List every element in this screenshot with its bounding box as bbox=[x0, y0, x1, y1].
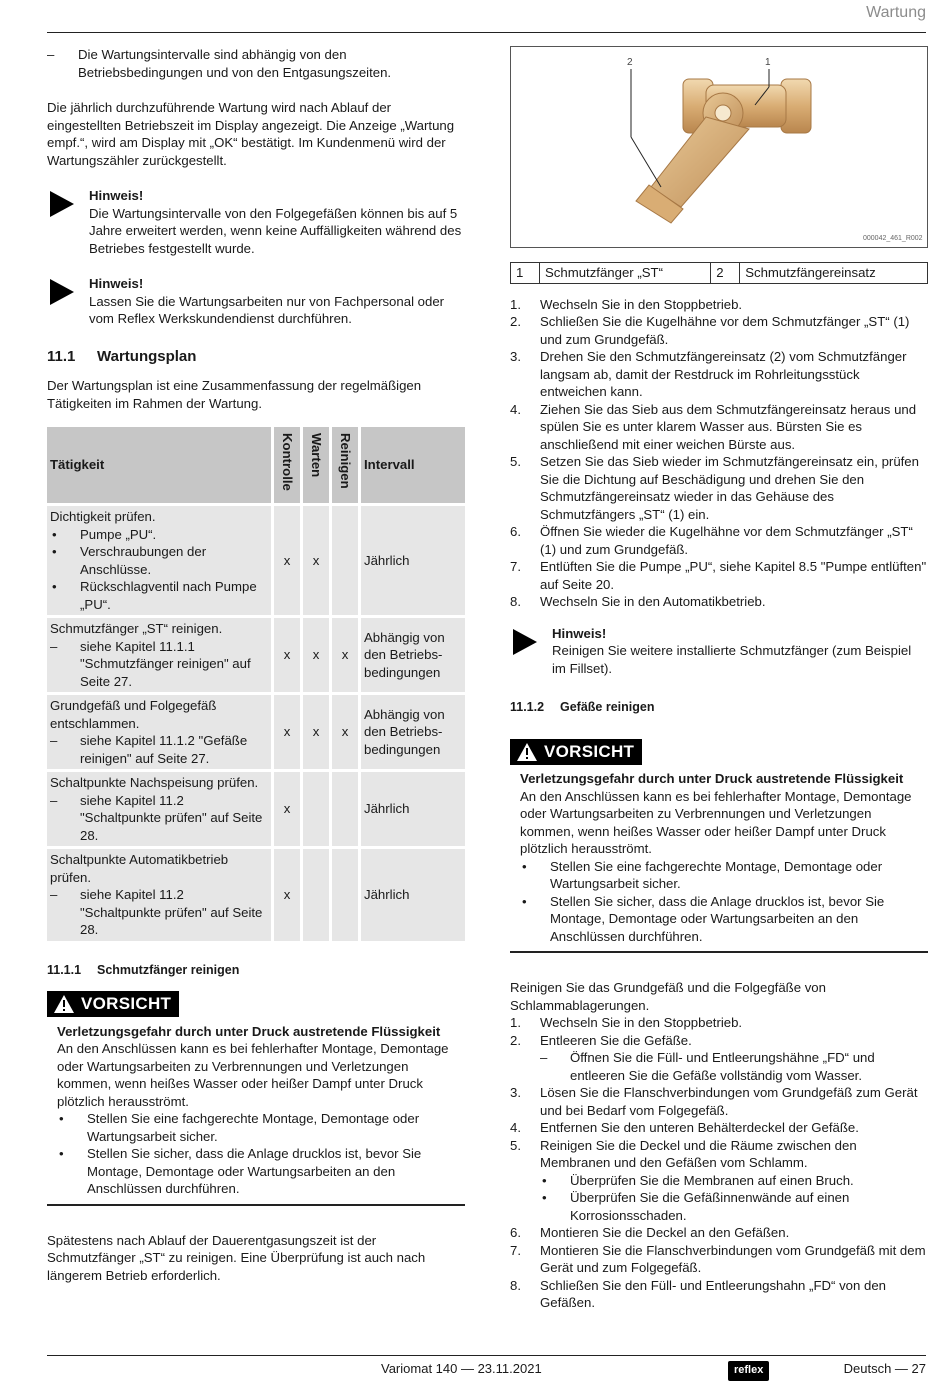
footer-rule bbox=[47, 1355, 926, 1356]
step-text: Wechseln Sie in den Stoppbetrieb. bbox=[540, 296, 743, 312]
intro-dash-item: – Die Wartungsintervalle sind abhängig von den Betriebsbedingungen und von den Entgasungszeiten. bbox=[47, 46, 465, 81]
step-number: 7. bbox=[510, 1242, 521, 1258]
vessel-step bbox=[510, 1119, 928, 1137]
maintenance-plan-table bbox=[44, 424, 468, 944]
note-2-text: Lassen Sie die Wartungsarbeiten nur von Fachpersonal oder vom Reflex Werkskundendienst durchführen. bbox=[89, 293, 445, 326]
section-number: 11.1 bbox=[47, 347, 76, 365]
left-column bbox=[47, 46, 465, 1284]
page-section-title: Wartung bbox=[866, 4, 926, 21]
callout-label-1: 1 bbox=[765, 57, 771, 68]
section-title: Wartungsplan bbox=[97, 347, 197, 365]
plan-mark-kontrolle: x bbox=[274, 695, 300, 769]
plan-mark-reinigen bbox=[332, 772, 358, 846]
plan-interval: Abhängig von den Betriebs-bedingungen bbox=[361, 695, 465, 769]
step-bullets bbox=[540, 1172, 928, 1225]
step-number: 3. bbox=[510, 1085, 521, 1100]
plan-activity-main: Dichtigkeit prüfen. bbox=[50, 509, 156, 524]
plan-interval: Jährlich bbox=[361, 772, 465, 846]
step-bullet: • Überprüfen Sie die Membranen auf einen Bruch. bbox=[540, 1172, 928, 1190]
warning-bullet: • Stellen Sie sicher, dass die Anlage drucklos ist, bevor Sie Montage, Demontage oder Wartungsarbeiten an den Anschlüssen durchführen. bbox=[57, 1145, 465, 1198]
plan-mark-warten: x bbox=[303, 618, 329, 692]
arrow-icon bbox=[50, 191, 74, 217]
plan-activity-refs bbox=[50, 638, 268, 691]
step-number: 6. bbox=[510, 524, 521, 539]
vessel-steps-list bbox=[510, 1014, 928, 1312]
footer-logo bbox=[728, 1360, 769, 1381]
vessel-step bbox=[510, 1032, 928, 1085]
plan-activity-main: Schaltpunkte Automatikbetrieb prüfen. bbox=[50, 852, 229, 885]
figure-legend-table bbox=[510, 262, 928, 284]
plan-mark-warten: x bbox=[303, 695, 329, 769]
step-number: 3. bbox=[510, 349, 521, 364]
warning-bullet: • Stellen Sie eine fachgerechte Montage, Demontage oder Wartungsarbeit sicher. bbox=[57, 1110, 465, 1145]
step-number: 2. bbox=[510, 1032, 521, 1048]
plan-activity-main: Grundgefäß und Folgegefäß entschlammen. bbox=[50, 698, 217, 731]
warning-bullets bbox=[57, 1110, 465, 1198]
col-header-intervall: Intervall bbox=[361, 427, 465, 503]
reflex-logo: reflex bbox=[728, 1361, 769, 1381]
arrow-icon bbox=[513, 629, 537, 655]
step-number: 8. bbox=[510, 1277, 521, 1293]
callout-label-2: 2 bbox=[627, 57, 633, 68]
plan-activity-ref: – siehe Kapitel 11.1.1 "Schmutzfänger reinigen" auf Seite 27. bbox=[50, 638, 268, 691]
vessel-step bbox=[510, 1084, 928, 1119]
intro-paragraph: Die jährlich durchzuführende Wartung wird nach Ablauf der eingestellten Betriebszeit im Display angezeigt. Die Anzeige „Wartung empf.“, wird am Display mit „OK“ bestätigt. Im Kundenmenü wird der Wartungszähler zurückgestellt. bbox=[47, 100, 455, 168]
plan-mark-kontrolle: x bbox=[274, 506, 300, 615]
plan-activity-cell bbox=[47, 772, 271, 846]
closing-paragraph: Spätestens nach Ablauf der Dauerentgasungszeit ist der Schmutzfänger „ST“ zu reinigen. Eine Überprüfung ist auch nach längerem Betrieb erforderlich. bbox=[47, 1232, 426, 1283]
plan-mark-warten: x bbox=[303, 506, 329, 615]
step-text: Reinigen Sie die Deckel und die Räume zwischen den Membranen und den Gefäßen vom Schlamm. bbox=[540, 1137, 857, 1170]
step-number: 4. bbox=[510, 1120, 521, 1135]
strainer-step bbox=[510, 296, 928, 314]
warning-rule bbox=[510, 951, 928, 953]
strainer-step bbox=[510, 523, 928, 558]
plan-mark-reinigen bbox=[332, 849, 358, 941]
plan-activity-refs bbox=[50, 792, 268, 845]
step-text: Entlüften Sie die Pumpe „PU“, siehe Kapitel 8.5 "Pumpe entlüften" auf Seite 20. bbox=[540, 559, 927, 592]
warning-bullet: • Stellen Sie sicher, dass die Anlage drucklos ist, bevor Sie Montage, Demontage oder Wartungsarbeiten an den Anschlüssen durchführen. bbox=[520, 893, 928, 946]
step-text: Wechseln Sie in den Stoppbetrieb. bbox=[540, 1015, 743, 1030]
step-text: Entleeren Sie die Gefäße. bbox=[540, 1032, 692, 1048]
plan-activity-ref: – siehe Kapitel 11.2 "Schaltpunkte prüfen" auf Seite 28. bbox=[50, 792, 268, 845]
plan-row bbox=[47, 772, 465, 846]
step-number: 6. bbox=[510, 1225, 521, 1240]
note-2-title: Hinweis! bbox=[89, 276, 144, 291]
plan-activity-ref: – siehe Kapitel 11.1.2 "Gefäße reinigen" auf Seite 27. bbox=[50, 732, 268, 767]
vessel-step bbox=[510, 1242, 928, 1277]
caution-badge: VORSICHT bbox=[47, 991, 179, 1017]
step-number: 2. bbox=[510, 314, 521, 329]
warning-box-right bbox=[510, 739, 928, 954]
plan-row bbox=[47, 506, 465, 615]
strainer-step bbox=[510, 313, 928, 348]
subsection-heading-1112: 11.1.2 Gefäße reinigen bbox=[510, 700, 655, 714]
step-substeps bbox=[540, 1049, 928, 1084]
strainer-step bbox=[510, 558, 928, 593]
warning-box-left bbox=[47, 991, 465, 1206]
footer-page: Deutsch — 27 bbox=[843, 1361, 926, 1376]
plan-activity-cell bbox=[47, 618, 271, 692]
section-intro: Der Wartungsplan ist eine Zusammenfassung der regelmäßigen Tätigkeiten im Rahmen der Wartung. bbox=[47, 378, 422, 411]
plan-mark-kontrolle: x bbox=[274, 849, 300, 941]
plan-activity-refs bbox=[50, 732, 268, 767]
step-text: Montieren Sie die Deckel an den Gefäßen. bbox=[540, 1225, 790, 1240]
warning-title: Verletzungsgefahr durch unter Druck austretende Flüssigkeit bbox=[57, 1023, 441, 1039]
plan-activity-bullets bbox=[50, 526, 268, 614]
strainer-figure bbox=[510, 46, 928, 248]
step-number: 1. bbox=[510, 1015, 521, 1030]
footer-doc: Variomat 140 — 23.11.2021 bbox=[381, 1361, 542, 1376]
step-number: 8. bbox=[510, 594, 521, 609]
strainer-step bbox=[510, 593, 928, 611]
step-text: Setzen Sie das Sieb wieder im Schmutzfängereinsatz ein, prüfen Sie die Dichtung auf Beschädigung und drehen Sie den Schmutzfängereinsatz wieder in das Gehäuse des Schmutzfängers „ST“ (1) ein. bbox=[540, 454, 919, 522]
plan-activity-refs bbox=[50, 886, 268, 939]
plan-mark-kontrolle: x bbox=[274, 618, 300, 692]
plan-activity-main: Schmutzfänger „ST“ reinigen. bbox=[50, 621, 223, 636]
plan-activity-ref: – siehe Kapitel 11.2 "Schaltpunkte prüfen" auf Seite 28. bbox=[50, 886, 268, 939]
step-number: 5. bbox=[510, 1137, 521, 1153]
note-2 bbox=[47, 275, 465, 328]
step-text: Entfernen Sie den unteren Behälterdeckel der Gefäße. bbox=[540, 1120, 859, 1135]
step-number: 1. bbox=[510, 296, 521, 312]
warning-title: Verletzungsgefahr durch unter Druck austretende Flüssigkeit bbox=[520, 771, 904, 786]
plan-mark-warten bbox=[303, 849, 329, 941]
step-number: 4. bbox=[510, 401, 521, 417]
plan-activity-cell bbox=[47, 506, 271, 615]
note-1-text: Die Wartungsintervalle von den Folgegefäßen können bis auf 5 Jahre erweitert werden, wenn keine Auffälligkeiten während des Betriebes festgestellt wurde. bbox=[89, 205, 462, 256]
step-text: Schließen Sie die Kugelhähne vor dem Schmutzfänger „ST“ (1) und zum Grundgefäß. bbox=[540, 314, 910, 347]
plan-mark-reinigen bbox=[332, 506, 358, 615]
col-header-kontrolle: Kontrolle bbox=[274, 427, 300, 503]
warning-text: An den Anschlüssen kann es bei fehlerhafter Montage, Demontage oder Wartungsarbeiten zu Verbrennungen und Verletzungen kommen, wenn heißes Wasser oder heißer Dampf unter Druck plötzlich herausströmt. bbox=[57, 1041, 449, 1109]
note-1-title: Hinweis! bbox=[89, 188, 144, 203]
step-number: 5. bbox=[510, 454, 521, 469]
strainer-step bbox=[510, 401, 928, 454]
plan-mark-reinigen: x bbox=[332, 618, 358, 692]
vessel-step bbox=[510, 1137, 928, 1225]
warning-triangle-icon bbox=[53, 994, 75, 1014]
legend-num-1: 1 bbox=[511, 263, 540, 284]
plan-interval: Abhängig von den Betriebs-bedingungen bbox=[361, 618, 465, 692]
step-text: Lösen Sie die Flanschverbindungen vom Grundgefäß zum Gerät und bei Bedarf vom Folgegefäß. bbox=[540, 1085, 918, 1118]
warning-rule bbox=[47, 1204, 465, 1206]
section-heading bbox=[47, 348, 465, 366]
note-3-text: Reinigen Sie weitere installierte Schmutzfänger (zum Beispiel im Fillset). bbox=[552, 643, 912, 676]
figure-code: 000042_461_R002 bbox=[863, 235, 923, 242]
subsection-heading-1111: 11.1.1 Schmutzfänger reinigen bbox=[47, 962, 240, 977]
note-3-title: Hinweis! bbox=[552, 625, 607, 641]
step-text: Wechseln Sie in den Automatikbetrieb. bbox=[540, 594, 766, 609]
strainer-illustration bbox=[511, 47, 927, 245]
warning-text: An den Anschlüssen kann es bei fehlerhafter Montage, Demontage oder Wartungsarbeiten zu Verbrennungen und Verletzungen kommen, wenn heißes Wasser oder heißer Dampf unter Druck plötzlich herausströmt. bbox=[520, 788, 912, 856]
step-text: Öffnen Sie wieder die Kugelhähne vor dem Schmutzfänger „ST“ (1) und zum Grundgefäß. bbox=[540, 524, 913, 557]
plan-interval: Jährlich bbox=[361, 849, 465, 941]
plan-activity-bullet: • Rückschlagventil nach Pumpe „PU“. bbox=[50, 578, 268, 613]
step-text: Schließen Sie den Füll- und Entleerungshahn „FD“ von den Gefäßen. bbox=[540, 1277, 887, 1310]
legend-num-2: 2 bbox=[711, 263, 740, 284]
plan-mark-kontrolle: x bbox=[274, 772, 300, 846]
header-rule bbox=[47, 32, 926, 33]
col-header-activity: Tätigkeit bbox=[47, 427, 271, 503]
plan-row bbox=[47, 849, 465, 941]
plan-activity-bullet: • Verschraubungen der Anschlüsse. bbox=[50, 543, 268, 578]
note-1 bbox=[47, 187, 465, 257]
plan-mark-reinigen: x bbox=[332, 695, 358, 769]
warning-triangle-icon bbox=[516, 742, 538, 762]
note-3 bbox=[510, 625, 928, 678]
plan-mark-warten bbox=[303, 772, 329, 846]
strainer-step bbox=[510, 348, 928, 401]
step-number: 7. bbox=[510, 559, 521, 574]
step-bullet: • Überprüfen Sie die Gefäßinnenwände auf einen Korrosionsschaden. bbox=[540, 1189, 928, 1224]
col-header-reinigen: Reinigen bbox=[332, 427, 358, 503]
plan-activity-bullet: • Pumpe „PU“. bbox=[50, 526, 268, 544]
vessel-step bbox=[510, 1014, 928, 1032]
strainer-steps-list bbox=[510, 296, 928, 611]
warning-bullets bbox=[520, 858, 928, 946]
plan-activity-cell bbox=[47, 695, 271, 769]
arrow-icon bbox=[50, 279, 74, 305]
plan-row bbox=[47, 618, 465, 692]
vessel-step bbox=[510, 1224, 928, 1242]
plan-row bbox=[47, 695, 465, 769]
col-header-warten: Warten bbox=[303, 427, 329, 503]
strainer-step bbox=[510, 453, 928, 523]
vessel-step bbox=[510, 1277, 928, 1312]
legend-text-1: Schmutzfänger „ST“ bbox=[540, 263, 711, 284]
step-text: Drehen Sie den Schmutzfängereinsatz (2) vom Schmutzfänger langsam ab, damit der Restdruck im Rohrleitungsstück entweichen kann. bbox=[540, 349, 907, 399]
vessel-intro: Reinigen Sie das Grundgefäß und die Folgegfäße von Schlammablagerungen. bbox=[510, 980, 826, 1013]
step-text: Ziehen Sie das Sieb aus dem Schmutzfängereinsatz heraus und spülen Sie es unter klarem Wasser aus. Bürsten Sie es anschließend mit einer weichen Bürste aus. bbox=[540, 401, 917, 452]
warning-bullet: • Stellen Sie eine fachgerechte Montage, Demontage oder Wartungsarbeit sicher. bbox=[520, 858, 928, 893]
legend-text-2: Schmutzfängereinsatz bbox=[740, 263, 928, 284]
plan-activity-main: Schaltpunkte Nachspeisung prüfen. bbox=[50, 775, 259, 790]
plan-interval: Jährlich bbox=[361, 506, 465, 615]
step-text: Montieren Sie die Flanschverbindungen vom Grundgefäß mit dem Gerät und zum Folgegefäß. bbox=[540, 1242, 926, 1275]
step-substep: – Öffnen Sie die Füll- und Entleerungshähne „FD“ und entleeren Sie die Gefäße vollständig vom Wasser. bbox=[540, 1049, 928, 1084]
caution-badge: VORSICHT bbox=[510, 739, 642, 765]
plan-activity-cell bbox=[47, 849, 271, 941]
right-column bbox=[510, 46, 928, 1312]
